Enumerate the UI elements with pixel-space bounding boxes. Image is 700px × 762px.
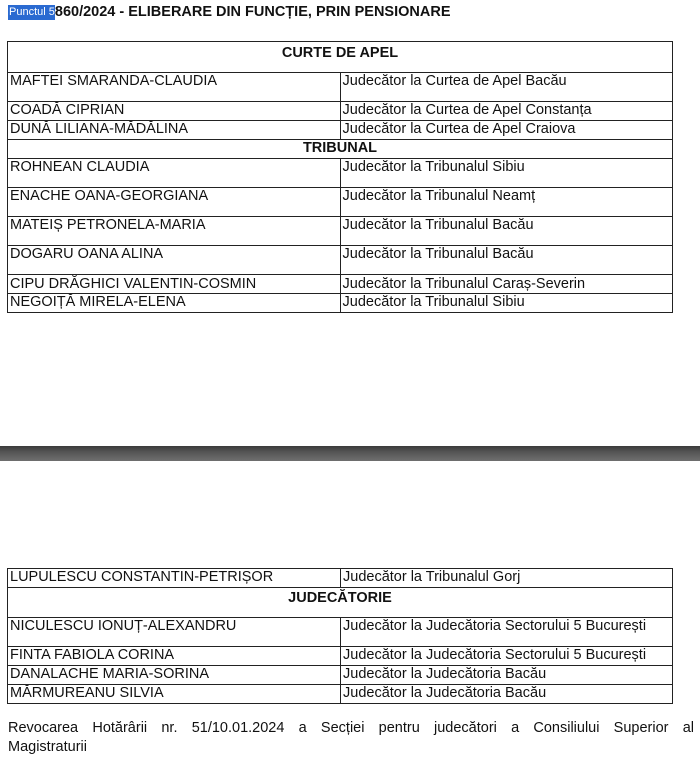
table-row — [8, 294, 673, 313]
judge-role: Judecător la Tribunalul Bacău — [340, 217, 673, 246]
judge-name: FINTA FABIOLA CORINA — [8, 647, 341, 666]
judge-name: ENACHE OANA-GEORGIANA — [8, 188, 341, 217]
judge-role: Judecător la Tribunalul Sibiu — [340, 294, 673, 313]
judge-role: Judecător la Tribunalul Sibiu — [340, 159, 673, 188]
section-header-row — [8, 588, 673, 618]
judge-role: Judecător la Curtea de Apel Craiova — [340, 121, 673, 140]
table-row — [8, 73, 673, 102]
section-title: CURTE DE APEL — [8, 42, 673, 73]
pension-table-bottom — [7, 568, 673, 704]
table-row — [8, 569, 673, 588]
judge-name: NEGOIȚĂ MIRELA-ELENA — [8, 294, 341, 313]
judge-role: Judecător la Tribunalul Neamț — [340, 188, 673, 217]
judge-name: MĂRMUREANU SILVIA — [8, 685, 341, 704]
judge-name: MATEIȘ PETRONELA-MARIA — [8, 217, 341, 246]
judge-name: DANALACHE MARIA-SORINA — [8, 666, 341, 685]
page-break-divider — [0, 446, 700, 461]
judge-role: Judecător la Tribunalul Gorj — [341, 569, 673, 588]
highlighted-selection: Punctul 5 — [9, 6, 55, 18]
table-row — [8, 188, 673, 217]
revocation-paragraph — [8, 719, 694, 757]
judge-name: CIPU DRĂGHICI VALENTIN-COSMIN — [8, 275, 341, 294]
judge-role: Judecător la Tribunalul Caraș-Severin — [340, 275, 673, 294]
judge-name: ROHNEAN CLAUDIA — [8, 159, 341, 188]
section-header-row — [8, 42, 673, 73]
judge-role: Judecător la Judecătoria Bacău — [341, 685, 673, 704]
judge-role: Judecător la Judecătoria Sectorului 5 București — [341, 618, 673, 647]
judge-role: Judecător la Judecătoria Bacău — [341, 666, 673, 685]
heading-text: 860/2024 - ELIBERARE DIN FUNCȚIE, PRIN PENSIONARE — [54, 4, 451, 20]
document-heading — [8, 4, 451, 20]
judge-name: NICULESCU IONUȚ-ALEXANDRU — [8, 618, 341, 647]
judge-name: MAFTEI SMARANDA-CLAUDIA — [8, 73, 341, 102]
table-row — [8, 102, 673, 121]
judge-role: Judecător la Judecătoria Sectorului 5 București — [341, 647, 673, 666]
judge-role: Judecător la Curtea de Apel Bacău — [340, 73, 673, 102]
judge-name: LUPULESCU CONSTANTIN-PETRIȘOR — [8, 569, 341, 588]
pension-table-top — [7, 41, 673, 313]
judge-role: Judecător la Tribunalul Bacău — [340, 246, 673, 275]
table-row — [8, 666, 673, 685]
table-row — [8, 275, 673, 294]
table-row — [8, 246, 673, 275]
section-title: JUDECĂTORIE — [8, 588, 673, 618]
table-row — [8, 685, 673, 704]
table-row — [8, 618, 673, 647]
table-row — [8, 159, 673, 188]
table-row — [8, 121, 673, 140]
table-row — [8, 217, 673, 246]
judge-name: COADĂ CIPRIAN — [8, 102, 341, 121]
section-header-row — [8, 140, 673, 159]
section-title: TRIBUNAL — [8, 140, 673, 159]
table-row — [8, 647, 673, 666]
judge-name: DOGARU OANA ALINA — [8, 246, 341, 275]
judge-name: DUNĂ LILIANA-MĂDĂLINA — [8, 121, 341, 140]
paragraph-line: Revocarea Hotărârii nr. 51/10.01.2024 a Secției pentru judecători a Consiliului Superior al — [8, 720, 694, 736]
judge-role: Judecător la Curtea de Apel Constanța — [340, 102, 673, 121]
paragraph-line: Magistraturii — [8, 739, 87, 755]
